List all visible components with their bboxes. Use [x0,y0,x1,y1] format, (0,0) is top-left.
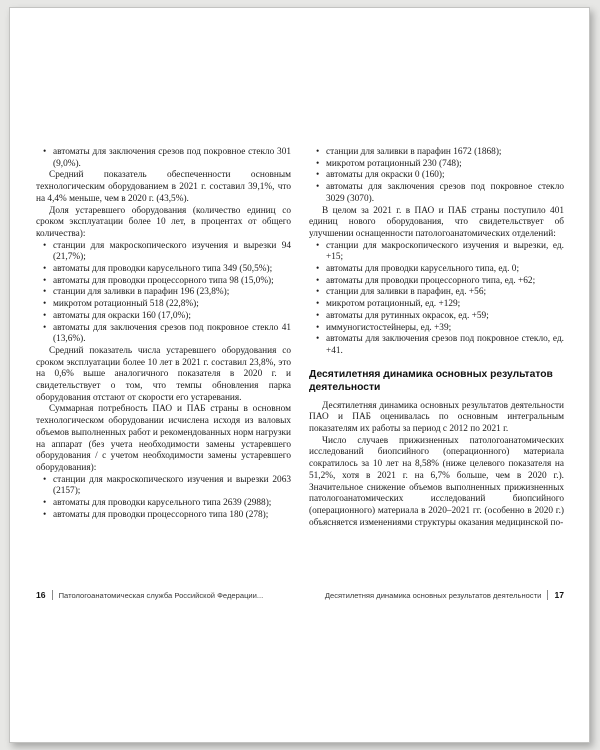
bullet-icon: • [43,275,47,286]
list-item [36,147,291,170]
footer-left [36,590,263,600]
bullet-icon: • [316,182,320,193]
bullet-icon: • [316,310,320,321]
list-item [309,276,564,288]
left-page-text-column [36,147,291,529]
list-item [309,264,564,276]
list-item [36,287,291,299]
bullet-icon: • [316,170,320,181]
list-item-text: автоматы для проводки процессорного типа, ед. +62; [326,275,536,286]
list-item [36,264,291,276]
bullet-icon: • [43,299,47,310]
bullet-icon: • [316,287,320,298]
paragraph: Средний показатель числа устаревшего оборудования со сроком эксплуатации более 10 лет в 2021 г. составил 23,8%, это на 0,6% выше аналогичного показателя в 2020 г. и свидетельствует о том, что темпы обновления парка оборудования отстают от скорости его устаревания. [36,345,291,403]
list-item [36,475,291,498]
right-page-text-column [309,147,564,529]
paragraph: Доля устаревшего оборудования (количество единиц со сроком эксплуатации более 10 лет, в процентах от общего количества): [36,205,291,239]
paragraph: Средний показатель обеспеченности основным технологическим оборудованием в 2021 г. составил 39,1%, что на 4,4% меньше, чем в 2020 г. (43,5%). [36,170,291,204]
list-item [309,159,564,171]
list-item-text: автоматы для рутинных окрасок, ед. +59; [326,310,489,321]
list-item [309,182,564,205]
bullet-icon: • [316,264,320,275]
list-item [36,241,291,264]
bullet-icon: • [43,240,47,251]
bullet-icon: • [316,158,320,169]
section-heading: Десятилетняя динамика основных результатов деятельности [309,368,553,393]
book-page-spread [9,7,590,743]
list-item-text: станции для макроскопического изучения и вырезки 2063 (2157); [53,474,291,497]
list-item-text: станции для заливки в парафин, ед. +56; [326,287,487,298]
footer-title-right: Десятилетняя динамика основных результатов деятельности [324,590,542,600]
list-item-text: автоматы для проводки карусельного типа, ед. 0; [326,264,520,275]
list-item-text: автоматы для заключения срезов под покровное стекло 3029 (3070). [326,182,564,204]
paragraph: Суммарная потребность ПАО и ПАБ страны в основном технологическом оборудовании исчислена исходя из валовых объемов выполненных работ и рекомендованных норм нагрузки на аппарат (без учета необходимости замены устаревшего оборудования / с учетом необходимости замены устаревшего оборудования): [36,404,291,473]
list-item-text: автоматы для окраски 160 (17,0%); [53,310,191,321]
list-item [309,334,564,357]
paragraph: Десятилетняя динамика основных результатов деятельности ПАО и ПАБ оценивалась по основным интегральным показателям их работы за период с 2012 по 2021 г. [309,400,564,435]
list-item-text: автоматы для заключения срезов под покровное стекло, ед. +41. [326,334,564,356]
two-column-layout [36,147,564,529]
bullet-icon: • [43,509,47,520]
bullet-icon: • [316,299,320,310]
list-item-text: автоматы для проводки процессорного типа 98 (15,0%); [53,275,274,286]
bullet-icon: • [43,322,47,333]
list-item [36,299,291,311]
page-number-right: 17 [554,590,564,600]
list-item-text: автоматы для проводки процессорного типа 180 (278); [53,509,269,520]
list-item-text: иммуногистостейнеры, ед. +39; [326,322,452,333]
list-item [36,311,291,323]
list-item [36,323,291,346]
list-item-text: станции для заливки в парафин 196 (23,8%); [53,287,230,298]
bullet-icon: • [316,147,320,157]
list-item-text: микротом ротационный, ед. +129; [326,299,461,310]
list-item [36,498,291,510]
paragraph: В целом за 2021 г. в ПАО и ПАБ страны поступило 401 единиц нового оборудования, что свидетельствует об улучшении оснащенности патологоанатомических отделений: [309,205,564,239]
bullet-icon: • [43,498,47,509]
list-item-text: автоматы для проводки карусельного типа 2639 (2988); [53,498,272,509]
bullet-icon: • [43,147,47,157]
footer-divider-icon [547,590,548,600]
footer-divider-icon [52,590,53,600]
list-item [309,241,564,264]
footer-right [325,590,564,600]
page-number-left: 16 [36,590,46,600]
bullet-icon: • [316,240,320,251]
list-item-text: микротом ротационный 230 (748); [326,158,462,169]
list-item [309,147,564,159]
list-item [309,287,564,299]
paragraph: Число случаев прижизненных патологоанатомических исследований биопсийного (операционного) материала сократилось за 10 лет на 8,58% (ниже целевого показателя на 51,2%, хотя в 2021 г. на 6,7% больше, чем в 2020 г.). Значительное снижение объемов выполненных прижизненных патологоанатомических исследований биопсийного (операционного) материала в 2020–2021 гг. (особенно в 2020 г.) объясняется изменениями структуры оказания медицинской по- [309,435,564,528]
list-item-text: автоматы для заключения срезов под покровное стекло 41 (13,6%). [53,322,291,345]
list-item-text: автоматы для окраски 0 (160); [326,170,445,181]
list-item [36,276,291,288]
list-item-text: станции для заливки в парафин 1672 (1868); [326,147,502,157]
list-item-text: станции для макроскопического изучения и вырезки, ед. +15; [326,240,564,263]
bullet-icon: • [43,310,47,321]
page-content [36,147,564,529]
list-item [309,323,564,335]
list-item [36,510,291,522]
list-item [309,170,564,182]
bullet-icon: • [316,322,320,333]
list-item [309,299,564,311]
bullet-icon: • [43,474,47,485]
bullet-icon: • [43,287,47,298]
list-item-text: станции для макроскопического изучения и вырезки 94 (21,7%); [53,240,291,263]
list-item-text: микротом ротационный 518 (22,8%); [53,299,199,310]
bullet-icon: • [43,264,47,275]
bullet-icon: • [316,275,320,286]
list-item-text: автоматы для заключения срезов под покровное стекло 301 (9,0%). [53,147,291,169]
footer-title-left: Патологоанатомическая служба Российской Федерации... [58,590,264,600]
running-footer [36,590,564,600]
list-item [309,311,564,323]
bullet-icon: • [316,334,320,345]
list-item-text: автоматы для проводки карусельного типа 349 (50,5%); [53,264,273,275]
